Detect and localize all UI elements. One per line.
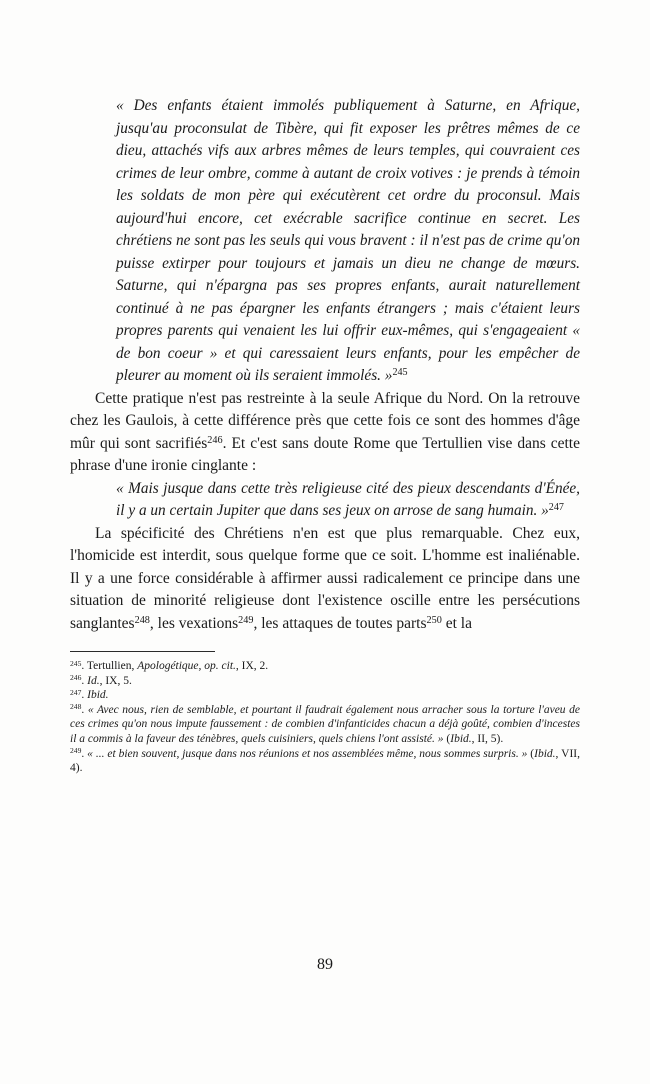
paragraph-specificite [70, 523, 580, 636]
text-segment: « Des enfants étaient immolés publiquement à Saturne, en Afrique, jusqu'au proconsulat de Tibère, qui fit exposer les prêtres mêmes de ce dieu, attachés vifs aux arbres mêmes de leurs temples, qui couvraient ces crimes de leur ombre, comme à autant de croix votives : je prends à témoin les soldats de mon père qui exécutèrent cet ordre du proconsul. Mais aujourd'hui encore, cet exécrable sacrifice continue en secret. Les chrétiens ne sont pas les seuls qui vous bravent : il n'est pas de crime qu'on puisse extirper pour toujours et jamais un dieu ne change de mœurs. Saturne, qui n'épargna pas ses propres enfants, aurait naturellement continué à ne pas épargner les enfants étrangers ; mais c'étaient leurs propres parents qui venaient les lui offrir eux-mêmes, qui s'engageaient « de bon coeur » et qui caressaient leurs enfants, pour les empêcher de pleurer au moment où ils seraient immolés. » [116, 97, 580, 384]
text-segment: . Tertullien, [81, 660, 138, 672]
footnote-ref: 246 [207, 434, 223, 446]
text-segment: Ibid. [534, 747, 556, 760]
footnote-249 [70, 747, 580, 776]
text-segment: . [81, 747, 88, 760]
footnote-246 [70, 674, 580, 689]
footnote-ref: 245 [392, 367, 408, 379]
text-segment: Ibid. [450, 732, 472, 745]
footnote-ref: 249 [238, 614, 254, 626]
page-content [70, 95, 580, 776]
footnote-area [70, 651, 580, 776]
text-segment: . [81, 703, 88, 716]
text-segment: . Et c'est sans doute Rome que Tertullien vise dans cette phrase d'une ironie cinglante : [70, 434, 580, 474]
text-segment: « Avec nous, rien de semblable, et pourtant il faudrait également nous arracher sous la torture l'aveu de ces crimes qu'on nous impute faussement : de combien d'infanticides chacun a déjà goûté, combien d'incestes il a commis à la faveur des ténèbres, quels cuisiniers, quels chiens l'ont assisté. » [70, 703, 581, 745]
footnote-ref: 248 [134, 614, 150, 626]
block-quote-saturne [116, 95, 580, 388]
footnote-ref: 247 [70, 687, 82, 697]
footnote-ref: 248 [70, 702, 82, 712]
block-quote-jupiter [116, 478, 580, 523]
text-segment: , VII, 4). [70, 747, 580, 775]
text-segment: « Mais jusque dans cette très religieuse cité des pieux descendants d'Énée, il y a un certain Jupiter que dans ses jeux on arrose de sang humain. » [116, 479, 580, 519]
page-number: 89 [317, 956, 333, 973]
text-segment: Ibid. [87, 689, 109, 702]
text-segment: , IX, 2. [235, 660, 269, 672]
text-segment: . [81, 689, 88, 702]
footnote-ref: 247 [548, 502, 564, 514]
footnote-ref: 249 [70, 746, 82, 756]
text-segment: La spécificité des Chrétiens n'en est que plus remarquable. Chez eux, l'homicide est interdit, sous quelque forme que ce soit. L'homme est inaliénable. Il y a une force considérable à affirmer aussi radicalement ce principe dans une situation de minorité religieuse dont l'existence oscille entre les persécutions sanglantes [70, 524, 580, 632]
text-segment: « ... et bien souvent, jusque dans nos réunions et nos assemblées même, nous sommes surpris. » [87, 747, 528, 760]
text-segment: ( [443, 732, 451, 745]
text-segment: , IX, 5. [99, 674, 132, 687]
footnote-ref: 246 [70, 673, 82, 683]
footnote-ref: 245 [70, 658, 82, 668]
text-segment: , les vexations [149, 614, 239, 632]
paragraph-cette-pratique [70, 388, 580, 478]
footnote-ref: 250 [426, 614, 442, 626]
text-segment: et la [441, 614, 472, 632]
text-segment: . [81, 674, 88, 687]
text-segment: Apologétique, op. cit. [137, 660, 236, 672]
text-segment: , les attaques de toutes parts [253, 614, 427, 632]
text-segment: Cette pratique n'est pas restreinte à la seule Afrique du Nord. On la retrouve chez les Gaulois, à cette différence près que cette fois ce sont des hommes d'âge mûr qui sont sacrifiés [70, 389, 580, 452]
footnote-separator [70, 651, 215, 652]
text-segment: , II, 5). [471, 732, 504, 745]
text-segment: Id. [87, 674, 100, 687]
footnote-245 [70, 659, 580, 674]
text-segment: ( [527, 747, 535, 760]
footnote-248 [70, 703, 580, 747]
footnote-247 [70, 688, 580, 703]
